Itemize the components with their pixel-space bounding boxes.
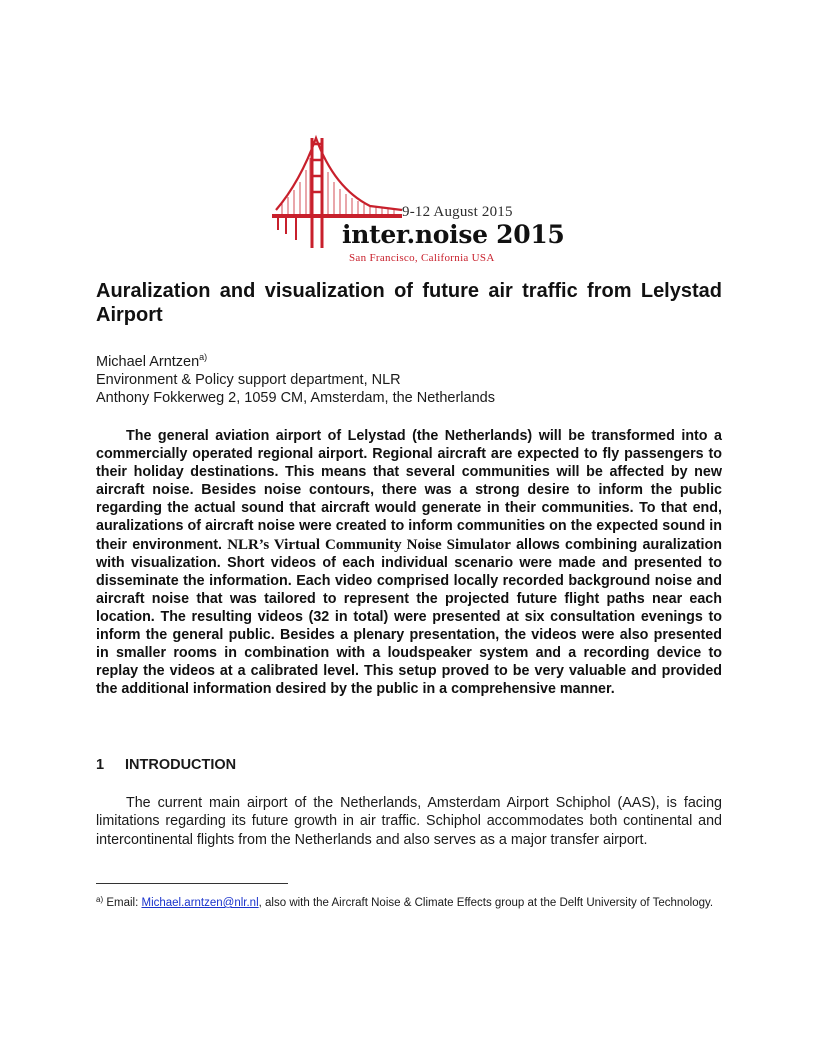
author-line: [96, 348, 722, 371]
footnote-marker: a): [96, 895, 104, 904]
footnote-divider: [96, 883, 288, 884]
author-affiliation-marker: a): [199, 352, 208, 362]
abstract-text-part2: allows combining auralization with visualization. Short videos of each individual scenario were made and presented to disseminate the information. Each video comprised locally recorded background noise and aircraft noise that was tailored to represent the projected future flight paths near each location. The resulting videos (32 in total) were presented at six consultation evenings to inform the general public. Besides a plenary presentation, the videos were also presented in smaller rooms in combination with a loudspeaker system and a recording device to replay the videos at a calibrated level. This setup proved to be very valuable and provided the additional information desired by the public in a comprehensive manner.: [96, 536, 722, 698]
footnote-prefix: Email:: [106, 897, 139, 909]
section-title: INTRODUCTION: [125, 757, 237, 773]
conference-logo: [272, 130, 565, 266]
email-link[interactable]: Michael.arntzen@nlr.nl: [141, 897, 259, 909]
abstract: [96, 427, 722, 698]
conference-date: 9-12 August 2015: [402, 204, 513, 220]
conference-name: inter.noise 2015: [342, 220, 565, 249]
author-address: Anthony Fokkerweg 2, 1059 CM, Amsterdam, the Netherlands: [96, 390, 495, 406]
conference-location: San Francisco, California USA: [349, 252, 495, 264]
abstract-text-part1: The general aviation airport of Lelystad (the Netherlands) will be transformed into a commercially operated regional airport. Regional aircraft are expected to fly passengers to their holiday destinations. This means that several communities will be affected by new aircraft noise. Besides noise contours, there was a strong desire to inform the public regarding the actual sound that aircraft would generate in their communities. To that end, auralizations of aircraft noise were created to inform communities on the expected sound in their environment.: [96, 428, 722, 553]
intro-paragraph: The current main airport of the Netherlands, Amsterdam Airport Schiphol (AAS), is facing limitations regarding its future growth in air traffic. Schiphol accommodates both continental and intercontinental flights from the Netherlands and also serves as a major transfer airport.: [96, 795, 722, 848]
author-block: [96, 348, 722, 407]
section-heading: [96, 757, 236, 773]
author-affiliation: Environment & Policy support department, NLR: [96, 372, 401, 388]
simulator-name: NLR’s Virtual Community Noise Simulator: [227, 536, 511, 553]
footnote: [96, 892, 722, 911]
author-name: Michael Arntzen: [96, 354, 200, 370]
section-number: 1: [96, 757, 105, 773]
paper-title: Auralization and visualization of future air traffic from Lelystad Airport: [96, 280, 722, 326]
footnote-text: , also with the Aircraft Noise & Climate Effects group at the Delft University of Technology.: [258, 897, 714, 909]
